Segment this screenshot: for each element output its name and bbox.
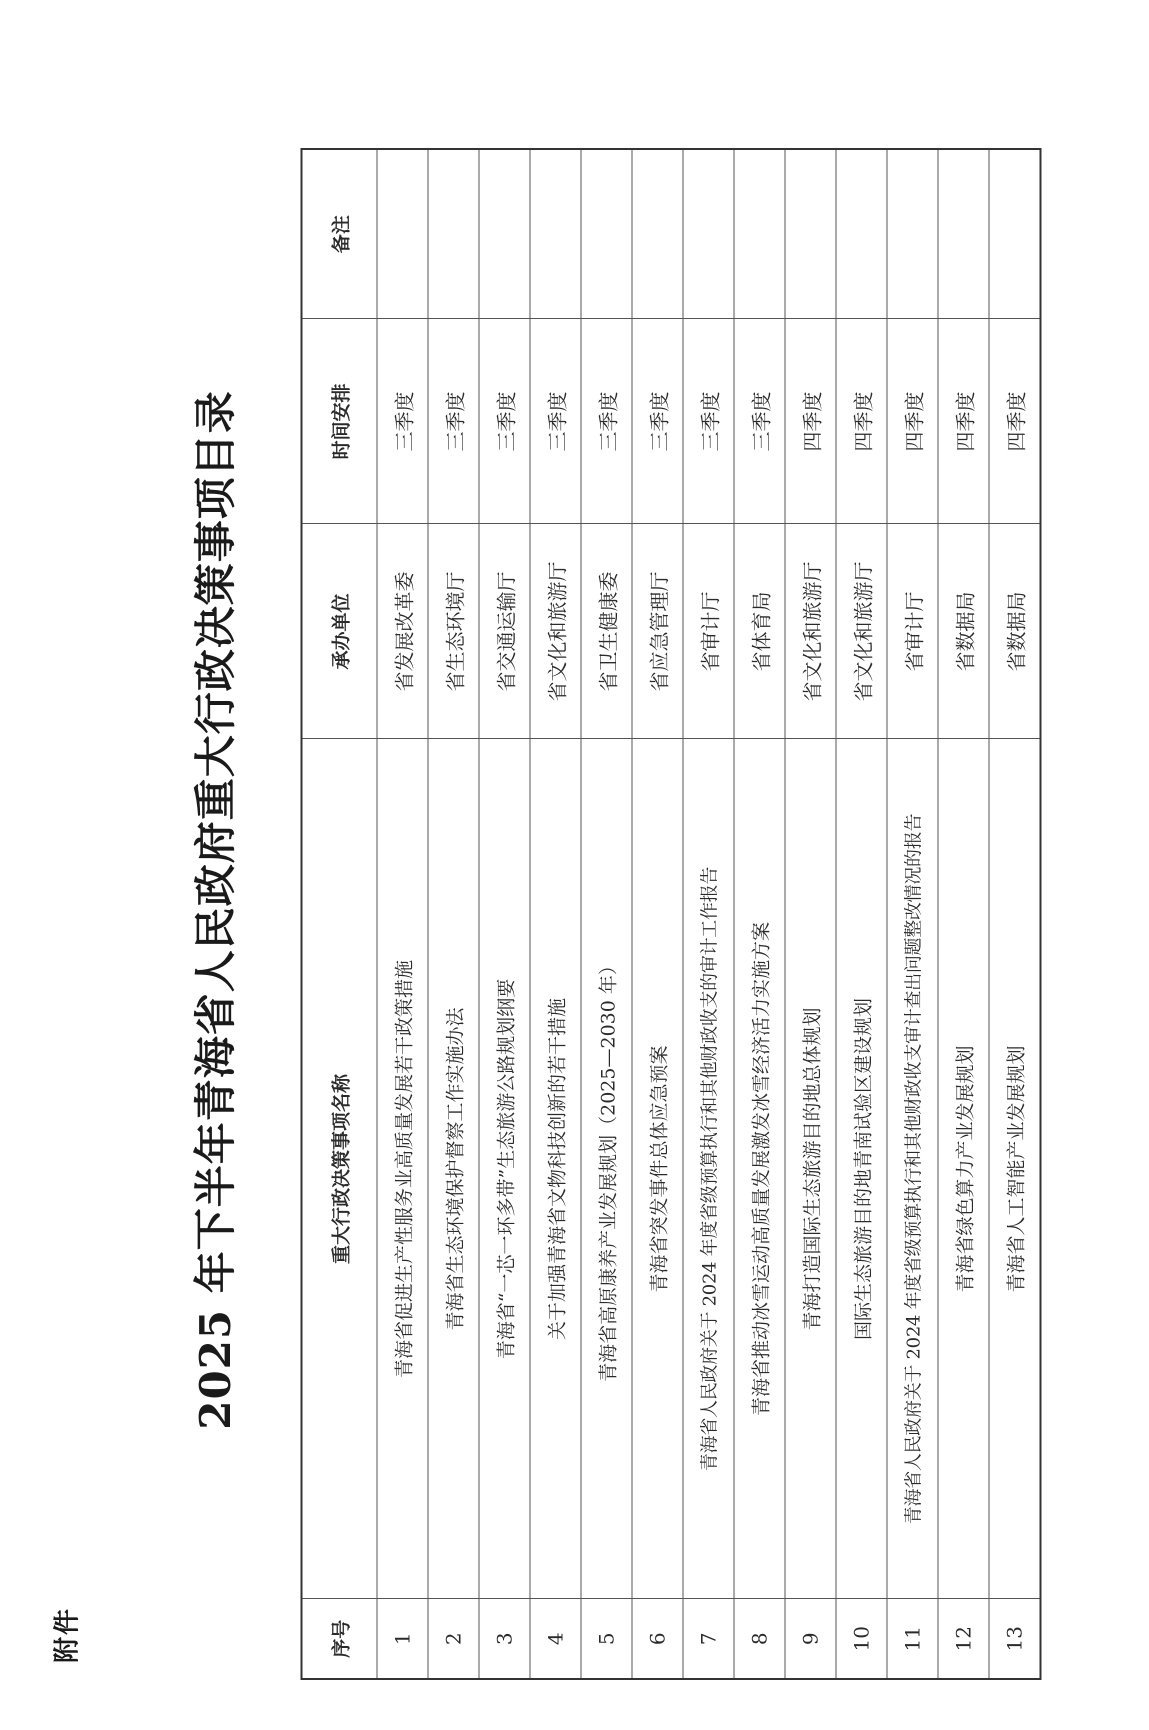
cell-time: 四季度 (836, 319, 887, 524)
cell-time: 三季度 (530, 319, 581, 524)
header-name: 重大行政决策事项名称 (302, 739, 378, 1599)
title-wrap (178, 330, 248, 1490)
cell-unit: 省卫生健康委 (581, 524, 632, 739)
page-title: 2025 年下半年青海省人民政府重大行政决策事项目录 (191, 390, 240, 1430)
table-row (938, 149, 989, 1679)
cell-name: 青海打造国际生态旅游目的地总体规划 (785, 739, 836, 1599)
cell-time: 三季度 (479, 319, 530, 524)
cell-time: 三季度 (683, 319, 734, 524)
cell-name: 青海省人民政府关于 2024 年度省级预算执行和其他财政收支审计查出问题整改情况的报告 (887, 739, 938, 1599)
cell-no: 11 (887, 1599, 938, 1679)
table-row (428, 149, 479, 1679)
cell-no: 9 (785, 1599, 836, 1679)
cell-no: 7 (683, 1599, 734, 1679)
cell-note (479, 149, 530, 319)
cell-name: 青海省生态环境保护督察工作实施办法 (428, 739, 479, 1599)
cell-no: 1 (377, 1599, 428, 1679)
cell-time: 三季度 (377, 319, 428, 524)
annex-label-wrap (40, 1560, 90, 1710)
cell-note (989, 149, 1041, 319)
table-row (581, 149, 632, 1679)
cell-no: 6 (632, 1599, 683, 1679)
cell-name: 青海省促进生产性服务业高质量发展若干政策措施 (377, 739, 428, 1599)
cell-time: 四季度 (989, 319, 1041, 524)
table-header-row (302, 149, 378, 1679)
cell-name: 国际生态旅游目的地青南试验区建设规划 (836, 739, 887, 1599)
header-unit: 承办单位 (302, 524, 378, 739)
cell-unit: 省文化和旅游厅 (836, 524, 887, 739)
cell-note (785, 149, 836, 319)
cell-no: 5 (581, 1599, 632, 1679)
header-no: 序号 (302, 1599, 378, 1679)
cell-unit: 省文化和旅游厅 (530, 524, 581, 739)
cell-no: 10 (836, 1599, 887, 1679)
table-row (989, 149, 1041, 1679)
cell-time: 四季度 (938, 319, 989, 524)
annex-label: 附件 (52, 1606, 83, 1664)
cell-note (938, 149, 989, 319)
cell-note (632, 149, 683, 319)
cell-time: 四季度 (887, 319, 938, 524)
cell-note (887, 149, 938, 319)
cell-unit: 省审计厅 (683, 524, 734, 739)
cell-time: 三季度 (734, 319, 785, 524)
cell-no: 12 (938, 1599, 989, 1679)
cell-note (581, 149, 632, 319)
header-time: 时间安排 (302, 319, 378, 524)
cell-note (836, 149, 887, 319)
table-wrap (301, 149, 1041, 1679)
cell-name: 青海省“一芯一环多带”生态旅游公路规划纲要 (479, 739, 530, 1599)
table-row (377, 149, 428, 1679)
cell-no: 13 (989, 1599, 1041, 1679)
cell-name: 青海省人民政府关于 2024 年度省级预算执行和其他财政收支的审计工作报告 (683, 739, 734, 1599)
table-row (887, 149, 938, 1679)
cell-unit: 省数据局 (989, 524, 1041, 739)
cell-name: 青海省突发事件总体应急预案 (632, 739, 683, 1599)
cell-note (377, 149, 428, 319)
cell-no: 3 (479, 1599, 530, 1679)
cell-note (530, 149, 581, 319)
cell-time: 四季度 (785, 319, 836, 524)
table-row (632, 149, 683, 1679)
cell-unit: 省审计厅 (887, 524, 938, 739)
cell-unit: 省文化和旅游厅 (785, 524, 836, 739)
table-row (785, 149, 836, 1679)
cell-unit: 省发展改革委 (377, 524, 428, 739)
cell-name: 青海省高原康养产业发展规划（2025—2030 年） (581, 739, 632, 1599)
cell-no: 2 (428, 1599, 479, 1679)
header-note: 备注 (302, 149, 378, 319)
cell-note (428, 149, 479, 319)
cell-name: 青海省绿色算力产业发展规划 (938, 739, 989, 1599)
cell-no: 8 (734, 1599, 785, 1679)
cell-time: 三季度 (581, 319, 632, 524)
table-row (479, 149, 530, 1679)
cell-name: 青海省人工智能产业发展规划 (989, 739, 1041, 1599)
cell-time: 三季度 (428, 319, 479, 524)
cell-note (734, 149, 785, 319)
decision-items-table (301, 148, 1042, 1680)
cell-no: 4 (530, 1599, 581, 1679)
table-row (734, 149, 785, 1679)
cell-name: 关于加强青海省文物科技创新的若干措施 (530, 739, 581, 1599)
cell-unit: 省应急管理厅 (632, 524, 683, 739)
cell-unit: 省体育局 (734, 524, 785, 739)
cell-unit: 省数据局 (938, 524, 989, 739)
cell-name: 青海省推动冰雪运动高质量发展激发冰雪经济活力实施方案 (734, 739, 785, 1599)
cell-time: 三季度 (632, 319, 683, 524)
table-row (683, 149, 734, 1679)
cell-unit: 省交通运输厅 (479, 524, 530, 739)
cell-note (683, 149, 734, 319)
table-row (836, 149, 887, 1679)
table-row (530, 149, 581, 1679)
cell-unit: 省生态环境厅 (428, 524, 479, 739)
